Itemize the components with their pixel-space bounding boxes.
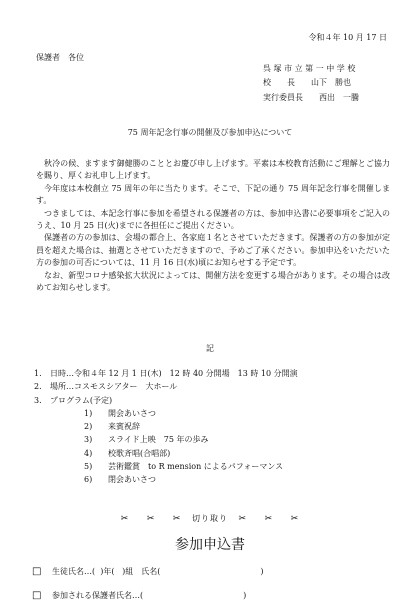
item-number: 1. bbox=[34, 369, 42, 378]
program-item bbox=[34, 476, 298, 489]
list-item bbox=[34, 397, 298, 410]
item-text: 場所…コスモスシアター 大ホール bbox=[50, 382, 178, 392]
ki-heading: 記 bbox=[206, 344, 214, 353]
details-list bbox=[34, 370, 298, 490]
application-title: 参加申込書 bbox=[175, 537, 245, 553]
program-text: 校歌斉唱(合唱部) bbox=[108, 448, 171, 458]
program-text: 来賓祝辞 bbox=[108, 422, 140, 432]
item-number: 2. bbox=[34, 382, 42, 392]
item-text: 日時…令和４年 12 月 1 日(木) 12 時 40 分開場 13 時 10 分開演 bbox=[50, 369, 298, 378]
program-text: 開会あいさつ bbox=[108, 408, 156, 418]
field-label: ) bbox=[243, 591, 247, 600]
letter-body bbox=[36, 158, 390, 294]
program-item bbox=[34, 463, 298, 476]
paragraph: 保護者の方の参加は、会場の都合上、各家庭１名とさせていただきます。保護者の方の参加が定員を超えた場合は、抽選とさせていただきますので、予めご了承ください。参加申込をいただいた方の参加の可否については、11 月 16 日(水)頃にお知らせする予定です。 bbox=[36, 233, 390, 268]
program-item bbox=[34, 410, 298, 423]
scissors-icon: ✂ bbox=[290, 514, 300, 524]
cut-label: 切り取り bbox=[192, 514, 228, 523]
paragraph: 秋冷の候、ますます御健勝のこととお慶び申し上げます。平素は本校教育活動にご理解とご協力を賜り、厚くお礼申し上げます。 bbox=[36, 159, 390, 181]
cut-line bbox=[0, 515, 420, 524]
program-number: 5) bbox=[84, 462, 93, 472]
sender-principal: 校 長 山下 勝也 bbox=[263, 78, 351, 87]
student-name-field[interactable] bbox=[32, 567, 263, 577]
paragraph: なお、新型コロナ感染拡大状況によっては、開催方法を変更する場合があります。その場合は改めてお知らせします。 bbox=[36, 270, 390, 293]
program-number: 4) bbox=[84, 448, 93, 458]
checkbox-icon[interactable]: □ bbox=[32, 590, 42, 601]
scissors-icon: ✂ bbox=[120, 514, 130, 524]
program-text: 芸術鑑賞 to R mension によるパフォーマンス bbox=[108, 462, 284, 472]
sender-committee: 実行委員長 西出 一騰 bbox=[263, 93, 359, 102]
program-number: 6) bbox=[84, 475, 93, 485]
program-text: 閉会あいさつ bbox=[108, 475, 156, 485]
field-label: )組 氏名( bbox=[122, 567, 161, 576]
letter-subject: 75 周年記念行事の開催及び参加申込について bbox=[127, 128, 293, 137]
program-text: スライド上映 75 年の歩み bbox=[108, 435, 209, 445]
field-label: 参加される保護者氏名…( bbox=[52, 591, 144, 600]
scissors-icon: ✂ bbox=[238, 514, 248, 524]
program-number: 3) bbox=[84, 435, 93, 445]
field-label: 生徒氏名…( bbox=[52, 567, 96, 576]
item-number: 3. bbox=[34, 395, 42, 405]
scissors-icon: ✂ bbox=[172, 514, 182, 524]
scissors-icon: ✂ bbox=[264, 514, 274, 524]
program-number: 2) bbox=[84, 422, 93, 432]
scissors-icon: ✂ bbox=[146, 514, 156, 524]
sender-school: 呉 塚 市 立 第 一 中 学 校 bbox=[263, 64, 356, 73]
recipient: 保護者 各位 bbox=[36, 53, 84, 62]
program-number: 1) bbox=[84, 408, 93, 418]
checkbox-icon[interactable]: □ bbox=[32, 566, 42, 577]
field-label: )年( bbox=[100, 567, 115, 576]
field-label: ) bbox=[260, 567, 264, 576]
letter-date: 令和４年 10 月 17 日 bbox=[308, 33, 387, 42]
item-text: プログラム(予定) bbox=[50, 395, 113, 405]
paragraph: 今年度は本校創立 75 周年の年に当たります。そこで、下記の通り 75 周年記念行事を開催します。 bbox=[36, 183, 390, 206]
paragraph: つきましては、本記念行事に参加を希望される保護者の方は、参加申込書に必要事項をご記入のうえ、10 月 25 日(火)までに各担任にご提出ください。 bbox=[36, 208, 390, 231]
list-item bbox=[34, 383, 298, 396]
program-item bbox=[34, 436, 298, 449]
